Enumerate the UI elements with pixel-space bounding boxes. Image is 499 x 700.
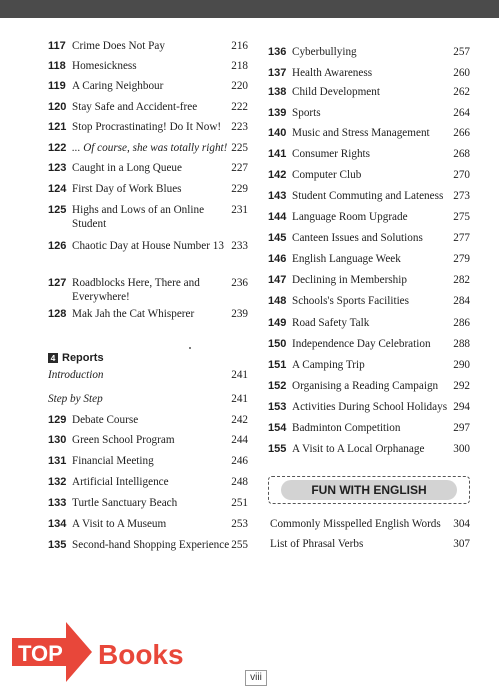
toc-entry-title: First Day of Work Blues [72, 183, 182, 195]
toc-entry-page: 257 [453, 46, 470, 58]
toc-entry-number: 121 [48, 121, 67, 133]
page-number: viii [245, 670, 267, 686]
toc-entry-number: 150 [268, 338, 287, 350]
top-scan-bar [0, 0, 499, 18]
toc-entry-title: Sports [292, 107, 321, 119]
toc-entry-title: Computer Club [292, 169, 362, 181]
logo-text-books: Books [98, 639, 184, 670]
toc-entry[interactable] [268, 232, 470, 246]
toc-entry[interactable] [268, 443, 470, 457]
toc-entry-page: 239 [231, 308, 248, 320]
toc-entry-title: Stay Safe and Accident-free [72, 101, 198, 113]
toc-entry-number: 143 [268, 190, 287, 202]
toc-entry-title: A Camping Trip [292, 359, 365, 371]
toc-entry[interactable] [48, 497, 248, 511]
toc-entry-number: 146 [268, 253, 287, 265]
toc-entry-number: 141 [268, 148, 287, 160]
toc-entry-page: 231 [231, 204, 248, 216]
toc-entry[interactable] [268, 127, 470, 141]
toc-entry-page: 242 [231, 414, 248, 426]
toc-entry-title: A Caring Neighbour [72, 80, 164, 92]
toc-entry-number: 151 [268, 359, 287, 371]
toc-entry-title: Mak Jah the Cat Whisperer [72, 308, 195, 320]
toc-entry-title: Turtle Sanctuary Beach [72, 497, 178, 509]
toc-entry-title: Debate Course [72, 414, 139, 426]
toc-entry-title: Chaotic Day at House Number 13 [72, 240, 224, 252]
fun-with-english-heading: FUN WITH ENGLISH [281, 480, 457, 500]
toc-entry-page: 251 [231, 497, 248, 509]
toc-entry-page: 229 [231, 183, 248, 195]
toc-entry[interactable] [268, 86, 470, 100]
toc-entry-page: 294 [453, 401, 470, 413]
toc-entry-number: 131 [48, 455, 67, 467]
toc-entry-page: 233 [231, 240, 248, 252]
toc-entry-page: 253 [231, 518, 248, 530]
toc-entry-page: 297 [453, 422, 470, 434]
toc-entry-page: 292 [453, 380, 470, 392]
toc-entry-page: 216 [231, 40, 248, 52]
toc-entry-page: 262 [453, 86, 470, 98]
toc-entry[interactable] [48, 101, 248, 115]
toc-entry-title: A Visit to A Museum [72, 518, 167, 530]
toc-entry-page: 284 [453, 295, 470, 307]
toc-entry-page: 241 [231, 393, 248, 405]
toc-entry[interactable] [268, 148, 470, 162]
toc-entry[interactable] [268, 295, 470, 309]
reports-section-heading [48, 352, 104, 364]
toc-entry-title: English Language Week [292, 253, 401, 265]
toc-entry-title: Crime Does Not Pay [72, 40, 165, 52]
toc-entry-page: 290 [453, 359, 470, 371]
toc-entry-page: 222 [231, 101, 248, 113]
toc-entry-title: Roadblocks Here, There and Everywhere! [72, 277, 200, 303]
toc-entry-number: 153 [268, 401, 287, 413]
toc-entry-page: 255 [231, 539, 248, 551]
toc-entry-page: 286 [453, 317, 470, 329]
toc-entry-title: Highs and Lows of an Online Student [72, 204, 205, 230]
toc-entry[interactable] [48, 40, 248, 54]
toc-entry[interactable] [48, 277, 248, 304]
toc-entry-number: 155 [268, 443, 287, 455]
toc-entry-number: 122 [48, 142, 67, 154]
toc-entry-title: Student Commuting and Lateness [292, 190, 444, 202]
toc-entry[interactable] [48, 518, 248, 532]
toc-entry[interactable] [268, 422, 470, 436]
toc-entry-number: 152 [268, 380, 287, 392]
toc-entry-number: 145 [268, 232, 287, 244]
toc-entry-title: Child Development [292, 86, 380, 98]
toc-entry[interactable] [268, 169, 470, 183]
toc-entry[interactable] [48, 308, 248, 322]
toc-entry-number: 118 [48, 60, 66, 72]
toc-entry-title: Declining in Membership [292, 274, 407, 286]
toc-entry[interactable] [268, 274, 470, 288]
toc-entry[interactable] [48, 121, 248, 135]
toc-entry[interactable] [48, 414, 248, 428]
fun-with-english-box [268, 476, 470, 504]
toc-entry-title: Health Awareness [292, 67, 373, 79]
toc-entry-title: Second-hand Shopping Experience [72, 539, 230, 551]
toc-entry[interactable] [48, 455, 248, 469]
toc-entry-number: 138 [268, 86, 287, 98]
toc-entry-page: 279 [453, 253, 470, 265]
toc-entry-number: 127 [48, 277, 67, 289]
toc-subentry-introduction[interactable] [48, 369, 248, 383]
section-number-badge: 4 [48, 353, 58, 363]
toc-entry-number: 147 [268, 274, 287, 286]
toc-entry-title: Independence Day Celebration [292, 338, 431, 350]
toc-entry-page: 227 [231, 162, 248, 174]
toc-entry-number: 126 [48, 240, 67, 252]
toc-entry-title: Financial Meeting [72, 455, 154, 467]
toc-entry[interactable] [268, 317, 470, 331]
toc-entry-number: 136 [268, 46, 287, 58]
toc-entry-number: 125 [48, 204, 67, 216]
toc-entry[interactable] [48, 60, 248, 74]
toc-entry-page: 260 [453, 67, 470, 79]
toc-entry-number: 123 [48, 162, 67, 174]
toc-entry-title: Consumer Rights [292, 148, 371, 160]
toc-entry-title: Artificial Intelligence [72, 476, 169, 488]
toc-entry-page: 277 [453, 232, 470, 244]
toc-entry-title: List of Phrasal Verbs [270, 538, 364, 550]
toc-entry-number: 148 [268, 295, 287, 307]
toc-entry-title: Caught in a Long Queue [72, 162, 182, 174]
logo-text-top: TOP [18, 641, 63, 666]
toc-entry-page: 223 [231, 121, 248, 133]
toc-subentry-step-by-step[interactable] [48, 393, 248, 407]
toc-entry-title: Homesickness [72, 60, 137, 72]
toc-entry-title: Canteen Issues and Solutions [292, 232, 423, 244]
toc-entry-number: 119 [48, 80, 66, 92]
toc-entry-title: Step by Step [48, 393, 103, 405]
toc-entry-page: 300 [453, 443, 470, 455]
toc-entry-page: 288 [453, 338, 470, 350]
toc-entry-page: 282 [453, 274, 470, 286]
toc-entry-title: Cyberbullying [292, 46, 357, 58]
toc-entry-page: 307 [453, 538, 470, 550]
toc-entry-title: Commonly Misspelled English Words [270, 518, 441, 530]
toc-entry[interactable] [268, 190, 470, 204]
toc-entry[interactable] [48, 162, 248, 176]
toc-entry-number: 132 [48, 476, 67, 488]
toc-entry-page: 220 [231, 80, 248, 92]
toc-entry[interactable] [268, 67, 470, 81]
toc-entry-number: 134 [48, 518, 67, 530]
toc-entry[interactable] [268, 401, 470, 415]
toc-entry-title: Activities During School Holidays [292, 401, 448, 413]
toc-entry[interactable] [48, 142, 248, 156]
section-title: Reports [62, 352, 104, 364]
toc-entry-number: 142 [268, 169, 287, 181]
toc-entry-page: 264 [453, 107, 470, 119]
toc-entry-phrasal-verbs[interactable] [270, 538, 470, 552]
toc-entry[interactable] [48, 434, 248, 448]
toc-entry-page: 304 [453, 518, 470, 530]
toc-entry-misspelled-words[interactable] [270, 518, 470, 532]
toc-entry-page: 225 [231, 142, 248, 154]
toc-entry[interactable] [48, 476, 248, 490]
toc-entry-page: 270 [453, 169, 470, 181]
toc-entry-title: ... Of course, she was totally right! [72, 142, 228, 154]
toc-entry-title: Music and Stress Management [292, 127, 430, 139]
toc-entry[interactable] [268, 211, 470, 225]
toc-entry-page: 268 [453, 148, 470, 160]
toc-entry-number: 129 [48, 414, 67, 426]
stray-dot [189, 347, 191, 349]
toc-entry[interactable] [268, 107, 470, 121]
toc-entry-number: 128 [48, 308, 67, 320]
toc-entry-number: 135 [48, 539, 67, 551]
toc-entry[interactable] [268, 338, 470, 352]
toc-entry-page: 248 [231, 476, 248, 488]
toc-entry-title: Schools's Sports Facilities [292, 295, 410, 307]
topbooks-logo [8, 608, 208, 700]
toc-entry-page: 244 [231, 434, 248, 446]
toc-entry-number: 140 [268, 127, 287, 139]
toc-entry-number: 117 [48, 40, 66, 52]
toc-entry[interactable] [48, 80, 248, 94]
toc-entry-number: 124 [48, 183, 67, 195]
toc-entry-title: Organising a Reading Campaign [292, 380, 439, 392]
toc-entry-title: Green School Program [72, 434, 175, 446]
toc-entry-number: 149 [268, 317, 287, 329]
toc-entry[interactable] [268, 380, 470, 394]
toc-entry-number: 120 [48, 101, 67, 113]
toc-entry-number: 133 [48, 497, 67, 509]
toc-entry-page: 246 [231, 455, 248, 467]
toc-entry[interactable] [268, 253, 470, 267]
toc-entry[interactable] [268, 46, 470, 60]
toc-entry[interactable] [48, 204, 248, 231]
toc-entry-title: Badminton Competition [292, 422, 401, 434]
toc-entry-number: 137 [268, 67, 287, 79]
toc-entry-number: 139 [268, 107, 287, 119]
toc-entry-page: 275 [453, 211, 470, 223]
toc-entry-title: Introduction [48, 369, 104, 381]
toc-entry[interactable] [48, 183, 248, 197]
toc-entry[interactable] [48, 240, 248, 254]
toc-entry-number: 144 [268, 211, 287, 223]
toc-entry[interactable] [48, 539, 248, 553]
toc-entry-number: 130 [48, 434, 67, 446]
toc-entry-title: Stop Procrastinating! Do It Now! [72, 121, 222, 133]
toc-entry-page: 218 [231, 60, 248, 72]
toc-entry-title: Road Safety Talk [292, 317, 370, 329]
toc-entry-number: 154 [268, 422, 287, 434]
toc-entry-page: 273 [453, 190, 470, 202]
toc-entry-page: 236 [231, 277, 248, 289]
toc-entry[interactable] [268, 359, 470, 373]
toc-entry-title: Language Room Upgrade [292, 211, 408, 223]
toc-entry-title: A Visit to A Local Orphanage [292, 443, 425, 455]
toc-entry-page: 241 [231, 369, 248, 381]
toc-entry-page: 266 [453, 127, 470, 139]
